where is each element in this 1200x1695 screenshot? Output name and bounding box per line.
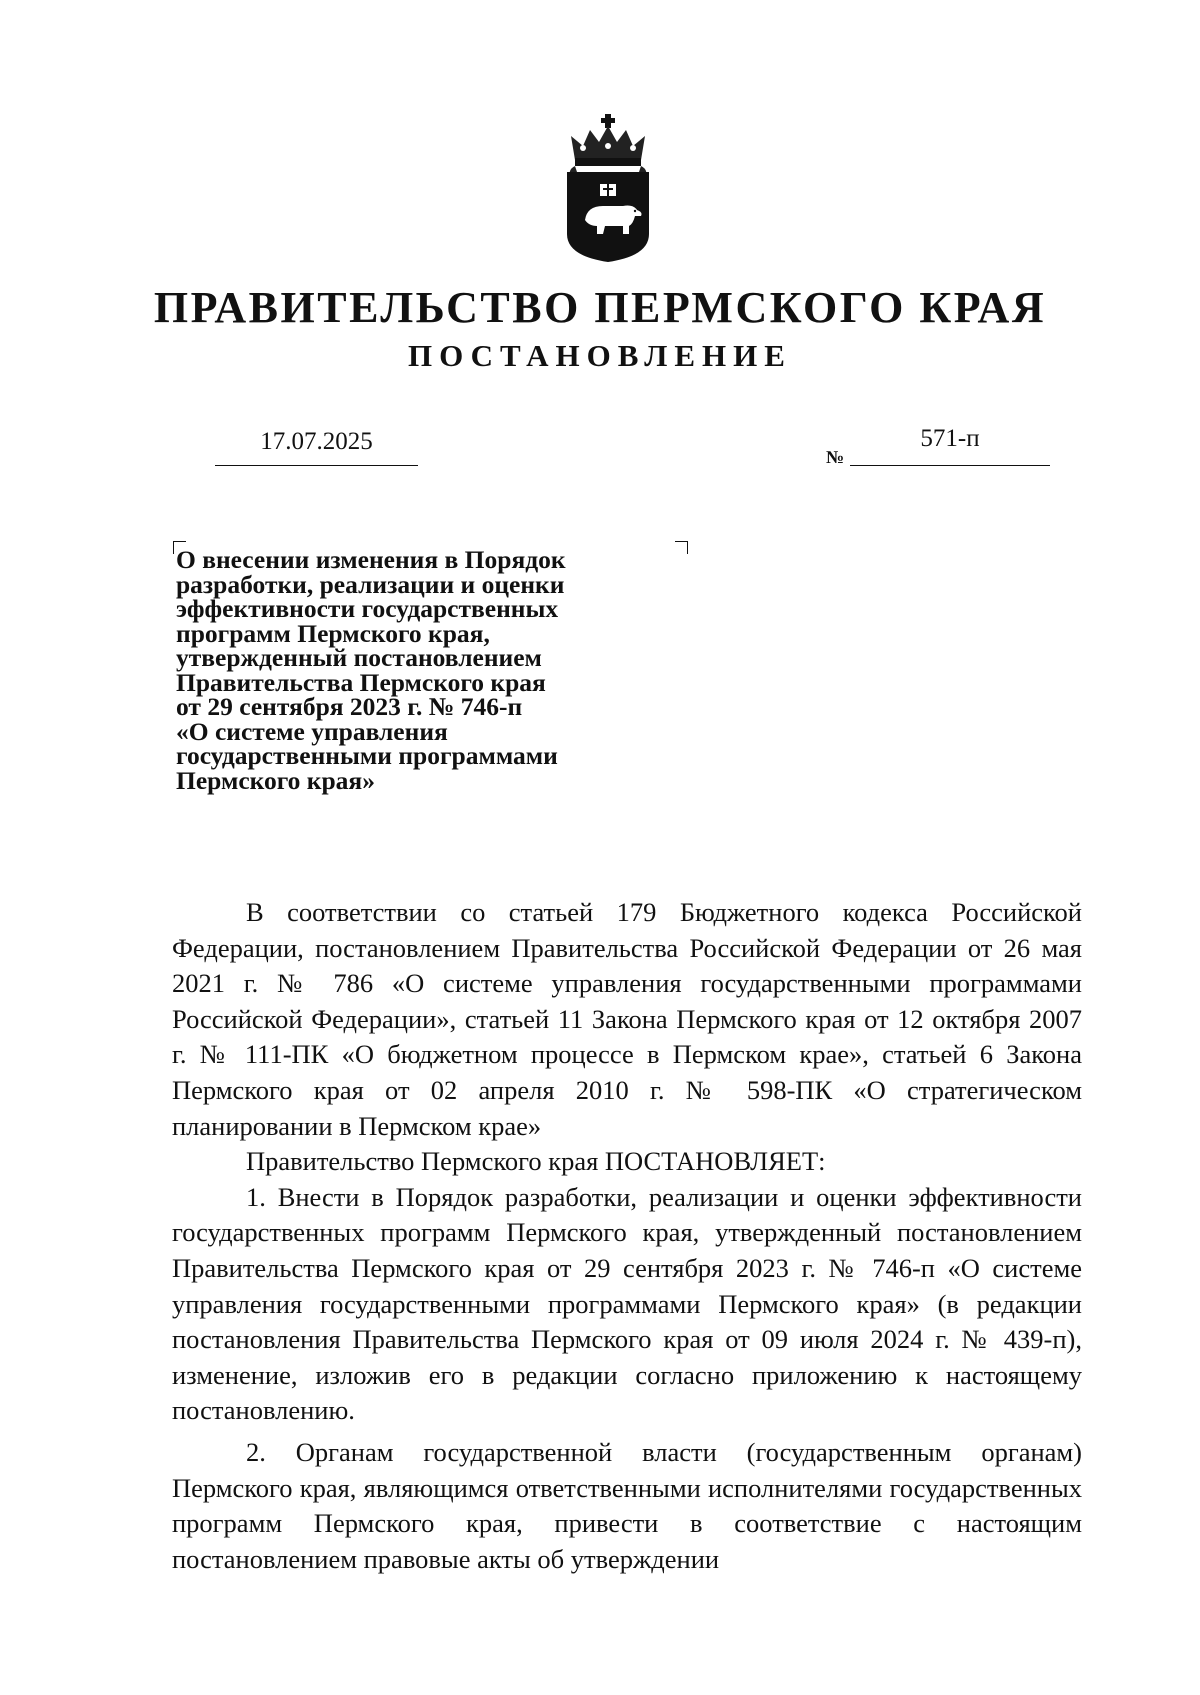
clause-2-paragraph: 2. Органам государственной власти (государственным органам) Пермского края, являющимся ответственными исполнителями государственных программ Пермского края, привести в соответствие с настоящим постановлением правовые акты об утверждении bbox=[172, 1436, 1082, 1574]
subject-line: разработки, реализации и оценки bbox=[176, 569, 565, 599]
subject-line: Пермского края» bbox=[176, 765, 375, 795]
number-underline bbox=[850, 465, 1050, 466]
subject-corner-right bbox=[675, 541, 688, 554]
subject-line: от 29 сентября 2023 г. № 746-п bbox=[176, 692, 523, 721]
subject-line: утвержденный постановлением bbox=[176, 643, 542, 672]
document-date: 17.07.2025 bbox=[260, 428, 373, 455]
clause-1-paragraph: 1. Внести в Порядок разработки, реализации и оценки эффективности государственных программ Пермского края, утвержденный постановлением Правительства Пермского края от 29 сентября 2023 г. № 746-п «О системе управления государственными программами Пермского края» (в редакции постановления Правительства Пермского края от 09 июля 2024 г. № 439-п), изменение, изложив его в редакции согласно приложению к настоящему постановлению. bbox=[172, 1181, 1082, 1426]
document-subject bbox=[176, 545, 676, 795]
preamble-paragraph: В соответствии со статьей 179 Бюджетного кодекса Российской Федерации, постановлением Правительства Российской Федерации от 26 мая 2021 г. № 786 «О системе управления государственными программами Российской Федерации», статьей 11 Закона Пермского края от 12 октября 2007 г. № 111-ПК «О бюджетном процессе в Пермском крае», статьей 6 Закона Пермского края от 02 апреля 2010 г. № 598-ПК «О стратегическом планировании в Пермском крае» bbox=[172, 897, 1082, 1141]
coat-of-arms-icon bbox=[563, 112, 653, 264]
subject-line: эффективности государственных bbox=[176, 594, 559, 623]
date-underline bbox=[215, 465, 418, 466]
document-body bbox=[172, 895, 1082, 1577]
number-sign: № bbox=[826, 447, 845, 467]
subject-line: О внесении изменения в Порядок bbox=[176, 545, 566, 574]
subject-line: «О системе управления bbox=[176, 716, 448, 746]
resolution-paragraph: Правительство Пермского края ПОСТАНОВЛЯЕТ: bbox=[246, 1146, 826, 1177]
subject-line: программ Пермского края, bbox=[176, 618, 490, 648]
subject-line: Правительства Пермского края bbox=[176, 667, 546, 697]
document-type: ПОСТАНОВЛЕНИЕ bbox=[408, 338, 792, 373]
document-number: 571-п bbox=[920, 425, 980, 452]
subject-line: государственными программами bbox=[176, 741, 558, 770]
organization-title: ПРАВИТЕЛЬСТВО ПЕРМСКОГО КРАЯ bbox=[153, 283, 1047, 332]
